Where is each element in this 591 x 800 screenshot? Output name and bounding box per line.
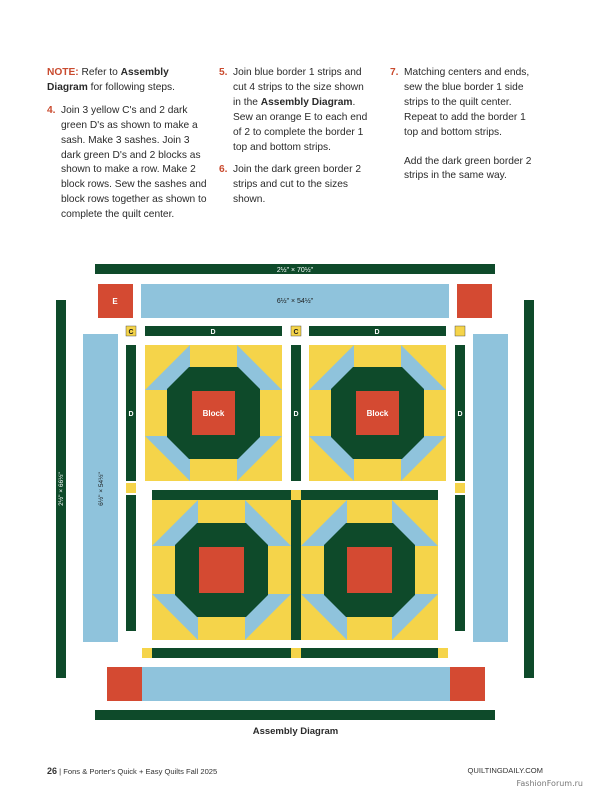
bottom-green-border [95, 710, 495, 720]
quilt-block [301, 500, 438, 640]
footer-left [47, 766, 217, 776]
sash-c-square [291, 648, 301, 658]
right-blue-border [473, 334, 508, 642]
step-7-text: Matching centers and ends, sew the blue border 1 side strips to the quilt center. Repeat to add the border 1 top and bottom strips. [404, 67, 530, 138]
block-label: Block [202, 409, 225, 418]
note-post: for following steps. [90, 81, 175, 93]
quilt-block [152, 500, 291, 640]
publication-name: | Fons & Porter's Quick + Easy Quilts Fall 2025 [59, 767, 218, 776]
corner-e-top-right [457, 284, 492, 318]
quilt-block [309, 345, 446, 481]
block-label: Block [366, 409, 389, 418]
step-6-number: 6. [219, 164, 228, 176]
step-4-number: 4. [47, 104, 56, 116]
vertical-d-label: D [457, 411, 463, 418]
corner-e-bottom-left [107, 667, 142, 701]
corner-e-label: E [112, 297, 118, 306]
step-5-pre: Join blue border 1 strips and cut 4 strips to the size shown in the [233, 67, 364, 108]
quilt-block [145, 345, 282, 481]
sash-c-label: C [293, 329, 299, 336]
corner-e-bottom-right [450, 667, 485, 701]
sash-d-label: D [210, 329, 216, 336]
right-green-border [524, 300, 534, 678]
note-bold: Assembly Diagram [47, 67, 169, 93]
page-number: 26 [47, 766, 58, 776]
sash-c-label: C [128, 329, 134, 336]
step-7-number: 7. [390, 67, 399, 78]
sash-c-square [142, 648, 152, 658]
vertical-d-strip [455, 495, 465, 631]
sash-c-square [126, 483, 136, 493]
step-5-bold: Assembly Diagram [260, 96, 353, 108]
step-7-text-2: Add the dark green border 2 strips in the same way. [404, 155, 532, 182]
left-green-border-label: 2½" × 66½" [58, 472, 65, 506]
step-5-number: 5. [219, 67, 228, 78]
note-label: NOTE: [47, 67, 79, 78]
diagram-caption: Assembly Diagram [252, 726, 339, 737]
sash-d-label: D [374, 329, 380, 336]
vertical-d-label: D [128, 411, 134, 418]
bottom-blue-border [142, 667, 450, 701]
top-blue-border-label: 6½" × 54½" [276, 298, 314, 305]
vertical-d-strip [291, 500, 301, 640]
sash-c-square [455, 483, 465, 493]
vertical-d-strip [126, 495, 136, 631]
sash-c-square [455, 326, 465, 336]
watermark: FashionForum.ru [516, 779, 583, 788]
step-6-text: Join the dark green border 2 strips and cut to the sizes shown. [233, 164, 361, 206]
sash-c-square [438, 648, 448, 658]
top-border-label: 2½" × 70½" [276, 267, 314, 274]
sash-c-square [291, 490, 301, 500]
step-5-post: . Sew an orange E to each end of 2 to complete the border 1 top and bottom strips. [233, 96, 368, 153]
note-pre: Refer to [81, 67, 118, 78]
footer-site: QUILTINGDAILY.COM [467, 766, 543, 775]
vertical-d-label: D [293, 411, 299, 418]
left-blue-border-label: 6½" × 54½" [98, 472, 105, 506]
step-4-text: Join 3 yellow C's and 2 dark green D's as shown to make a sash. Make 3 sashes. Join 3 dark green D's and 2 blocks as shown to make a row. Make 2 block rows. Sew the sashes and block rows together as shown to complete the quilt center. [61, 104, 207, 221]
